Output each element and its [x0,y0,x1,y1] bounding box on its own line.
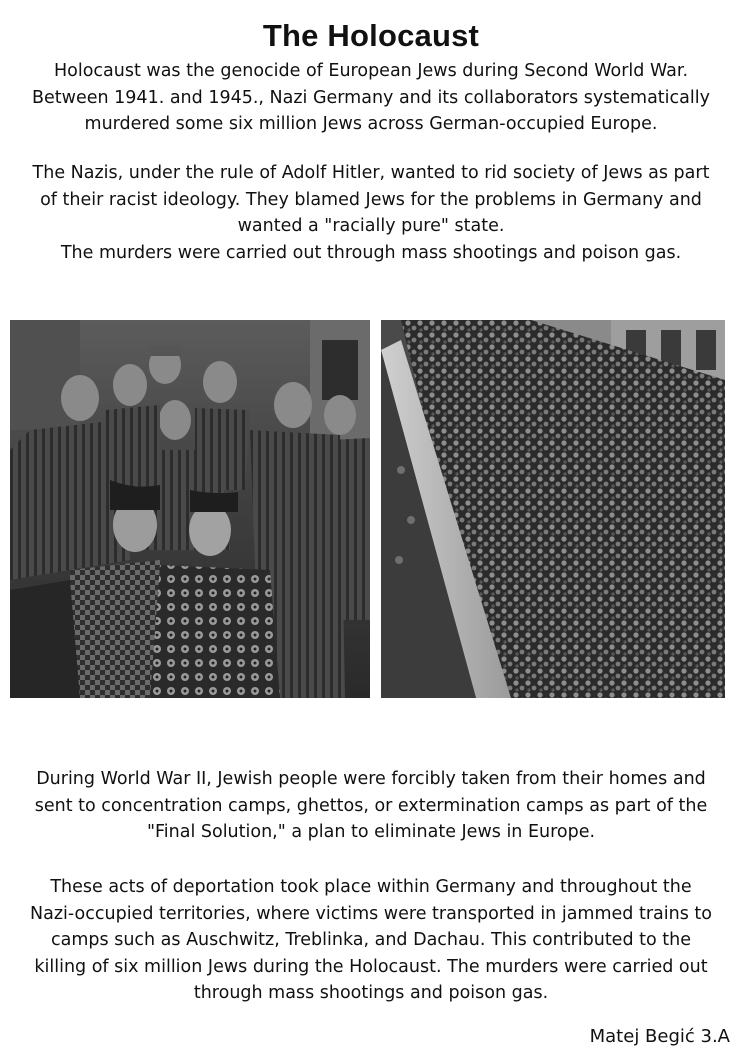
crowd-aerial-photo [381,320,725,698]
ideology-paragraph [10,160,732,266]
author-signature: Matej Begić 3.A [589,1026,730,1047]
prisoners-group-photo [10,320,370,698]
deportation-line: camps such as Auschwitz, Treblinka, and Dachau. This contributed to the [51,930,691,950]
ideology-line: wanted a "racially pure" state. [237,216,505,236]
ideology-line: of their racist ideology. They blamed Jews for the problems in Germany and [40,189,702,210]
deportation-line: Nazi-occupied territories, where victims were transported in jammed trains to [30,903,712,924]
intro-paragraph [10,58,732,138]
page-title: The Holocaust [262,18,480,53]
ideology-line: The murders were carried out through mass shootings and poison gas. [60,242,682,263]
ideology-line: The Nazis, under the rule of Adolf Hitler, wanted to rid society of Jews as part [32,163,710,183]
deportation-line: These acts of deportation took place within Germany and throughout the [50,877,692,897]
wartime-line: "Final Solution," a plan to eliminate Jews in Europe. [146,822,596,842]
intro-line: Holocaust was the genocide of European Jews during Second World War. [53,61,689,81]
wartime-paragraph [10,766,732,846]
wartime-line: sent to concentration camps, ghettos, or extermination camps as part of the [34,795,708,816]
wartime-line: During World War II, Jewish people were forcibly taken from their homes and [36,769,706,789]
intro-line: Between 1941. and 1945., Nazi Germany and its collaborators systematically [32,87,710,108]
deportation-line: through mass shootings and poison gas. [193,983,549,1003]
deportation-paragraph [10,874,732,1007]
intro-line: murdered some six million Jews across German-occupied Europe. [84,114,658,134]
deportation-line: killing of six million Jews during the Holocaust. The murders were carried out [34,956,708,977]
